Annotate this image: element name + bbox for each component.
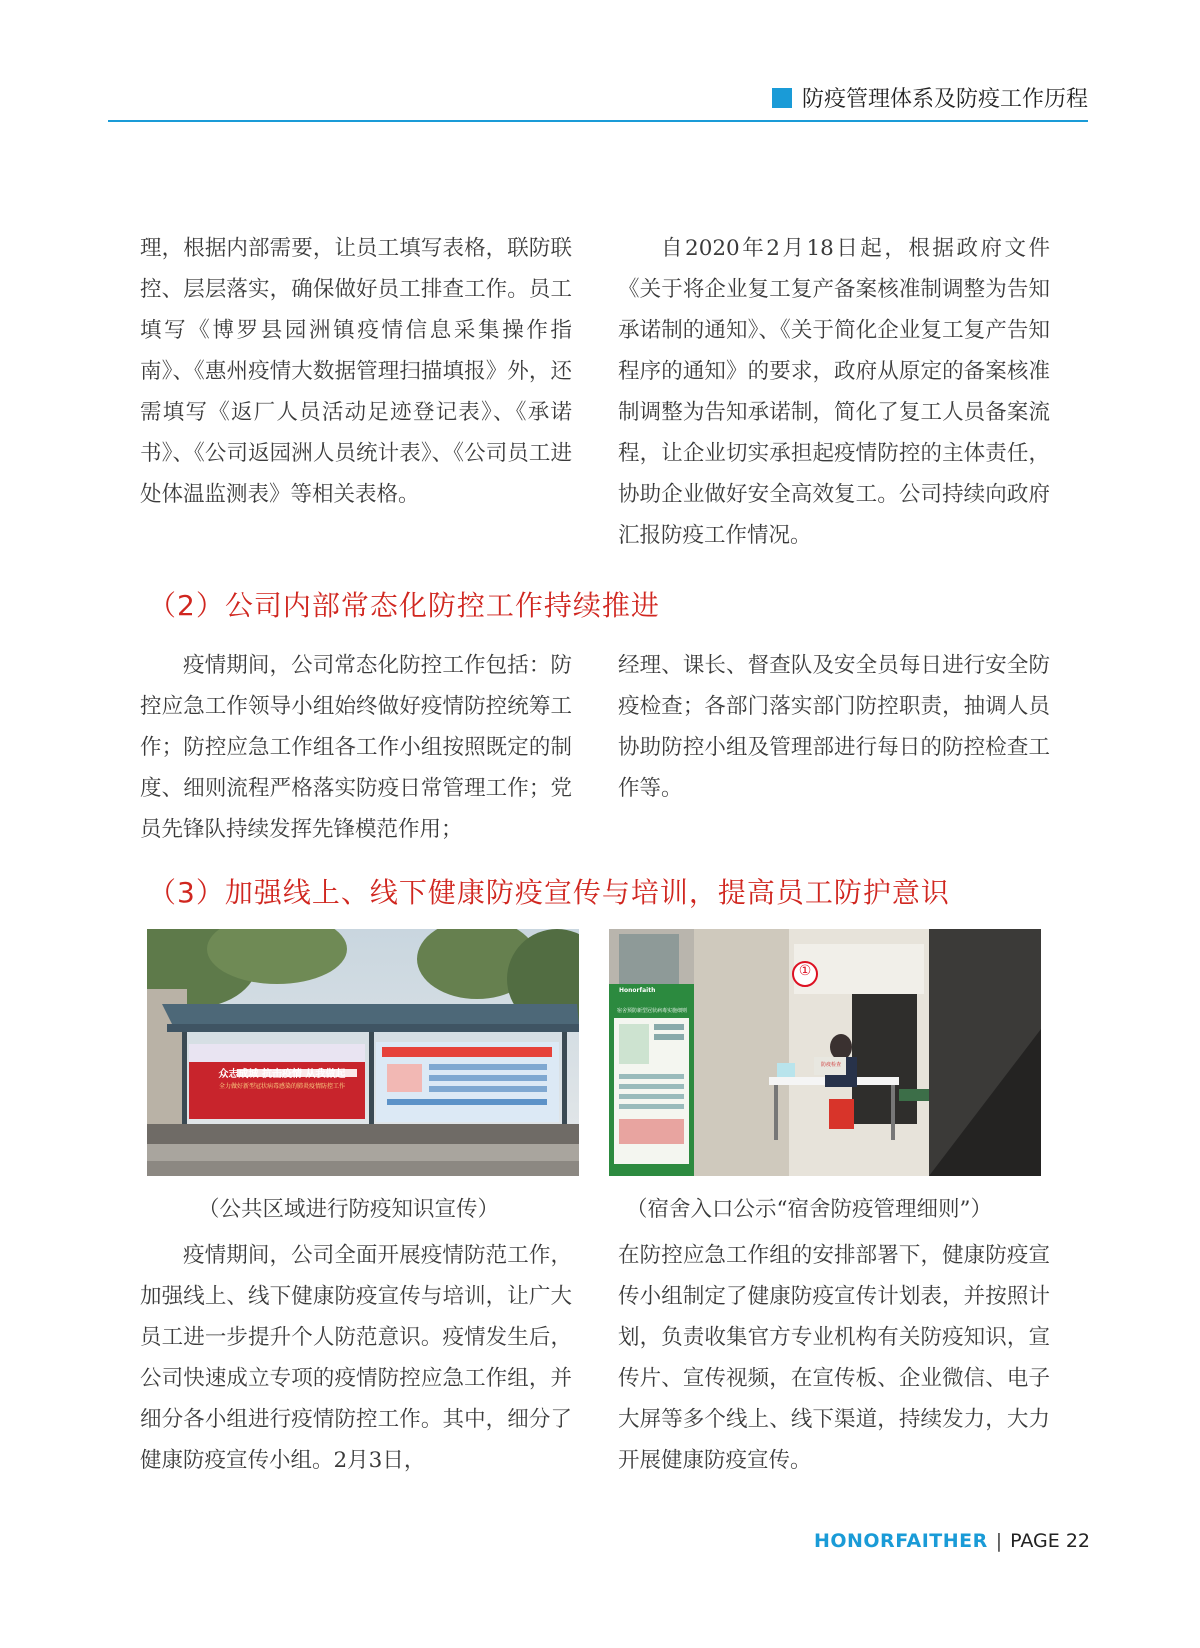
photo-public-area-image (147, 929, 579, 1176)
page-header (108, 80, 1088, 122)
section2-right-paragraph: 经理、课长、督查队及安全员每日进行安全防疫检查；各部门落实部门防控职责，抽调人员协助防控小组及管理部进行每日的防控检查工作等。 (618, 653, 1050, 801)
header-title-wrap (772, 82, 1088, 113)
banner-title: 宿舍预防新型冠状病毒实施细则 (616, 1008, 687, 1014)
board-subtitle: 全力做好新型冠状病毒感染的肺炎疫情防控工作 (218, 1083, 345, 1090)
page-footer (814, 1530, 1090, 1552)
block1-right-column (618, 228, 1050, 556)
header-square-icon (772, 88, 792, 108)
section2-left-paragraph: 疫情期间，公司常态化防控工作包括：防控应急工作领导小组始终做好疫情防控统筹工作；防控应急工作组各工作小组按照既定的制度、细则流程严格落实防疫日常管理工作；党员先锋队持续发挥先锋模范作用； (140, 653, 572, 842)
section3-heading: （3）加强线上、线下健康防疫宣传与培训，提高员工防护意识 (148, 876, 950, 909)
footer-separator: | (995, 1530, 1003, 1552)
block1-right-paragraph: 自2020年2月18日起，根据政府文件《关于将企业复工复产备案核准制调整为告知承诺制的通知》、《关于简化企业复工复产告知程序的通知》的要求，政府从原定的备案核准制调整为告知承诺制，简化了复工人员备案流程，让企业切实承担起疫情防控的主体责任，协助企业做好安全高效复工。公司持续向政府汇报防疫工作情况。 (618, 236, 1050, 548)
photo-dorm-entrance-image (609, 929, 1041, 1176)
block1-left-paragraph: 理，根据内部需要，让员工填写表格，联防联控、层层落实，确保做好员工排查工作。员工填写《博罗县园洲镇疫情信息采集操作指南》、《惠州疫情大数据管理扫描填报》外，还需填写《返厂人员活动足迹登记表》、《承诺书》、《公司返园洲人员统计表》、《公司员工进处体温监测表》等相关表格。 (140, 236, 572, 507)
desk-sign: 防疫检查 (820, 1062, 841, 1068)
photo1-caption: （公共区域进行防疫知识宣传） (198, 1197, 500, 1222)
section2-right-column (618, 645, 1050, 809)
section2-left-column (140, 645, 572, 850)
section2-heading: （2）公司内部常态化防控工作持续推进 (148, 589, 660, 622)
door-number: ① (798, 963, 812, 979)
section3-left-column (140, 1235, 572, 1481)
page-number: PAGE 22 (1010, 1530, 1090, 1552)
header-title: 防疫管理体系及防疫工作历程 (801, 87, 1088, 112)
banner-brand: Honorfaith (619, 987, 656, 994)
section3-right-paragraph: 在防控应急工作组的安排部署下，健康防疫宣传小组制定了健康防疫宣传计划表，并按照计划，负责收集官方专业机构有关防疫知识，宣传片、宣传视频，在宣传板、企业微信、电子大屏等多个线上、线下渠道，持续发力，大力开展健康防疫宣传。 (618, 1243, 1050, 1473)
section3-right-column (618, 1235, 1050, 1481)
photo-dorm-entrance (609, 929, 1041, 1176)
section3-left-paragraph: 疫情期间，公司全面开展疫情防范工作，加强线上、线下健康防疫宣传与培训，让广大员工进一步提升个人防范意识。疫情发生后，公司快速成立专项的疫情防控应急工作组，并细分各小组进行疫情防控工作。其中，细分了健康防疫宣传小组。2月3日， (140, 1243, 572, 1473)
board-title: 众志成城 抗击疫情 从我做起 (218, 1069, 346, 1080)
photo-public-area (147, 929, 579, 1176)
block1-left-column (140, 228, 572, 515)
photo2-caption: （宿舍入口公示“宿舍防疫管理细则”） (626, 1197, 992, 1222)
footer-brand: HONORFAITHER (813, 1530, 988, 1552)
